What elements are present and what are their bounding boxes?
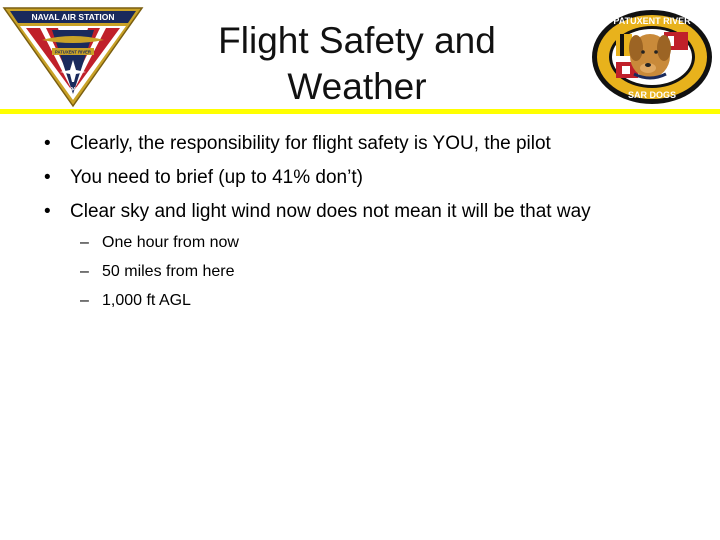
sub-bullet-item <box>80 291 239 311</box>
sub-bullet-item <box>80 233 239 253</box>
bullet-dot-icon: • <box>44 201 51 222</box>
bullet-item <box>44 200 714 223</box>
bullet-dot-icon: • <box>44 167 51 188</box>
sub-bullet-text: 1,000 ft AGL <box>102 292 191 309</box>
sub-bullet-item <box>80 262 239 282</box>
bullet-item <box>44 132 714 155</box>
left-logo-banner: PATUXENT RIVER <box>55 49 91 55</box>
bullet-list <box>44 132 714 234</box>
sub-bullet-text: 50 miles from here <box>102 263 235 280</box>
dash-icon: – <box>80 263 89 280</box>
left-logo-year: 1943 <box>67 87 79 93</box>
dash-icon: – <box>80 292 89 309</box>
bullet-dot-icon: • <box>44 133 51 154</box>
slide-title <box>190 18 524 110</box>
bullet-item <box>44 166 714 189</box>
title-line-1: Flight Safety and <box>218 20 496 61</box>
title-line-2: Weather <box>287 66 427 107</box>
bullet-text: Clearly, the responsibility for flight safety is YOU, the pilot <box>70 133 551 154</box>
title-divider <box>0 109 720 114</box>
right-logo-bottom-text: SAR DOGS <box>627 90 677 100</box>
bullet-text: Clear sky and light wind now does not mean it will be that way <box>70 201 591 222</box>
sub-bullet-list <box>80 233 239 320</box>
sub-bullet-text: One hour from now <box>102 234 239 251</box>
dash-icon: – <box>80 234 89 251</box>
right-logo-top-text: PATUXENT RIVER <box>613 16 691 26</box>
naval-air-station-logo <box>2 4 144 108</box>
bullet-text: You need to brief (up to 41% don’t) <box>70 167 363 188</box>
sar-dogs-logo <box>590 8 714 106</box>
left-logo-top-text: NAVAL AIR STATION <box>31 12 115 22</box>
